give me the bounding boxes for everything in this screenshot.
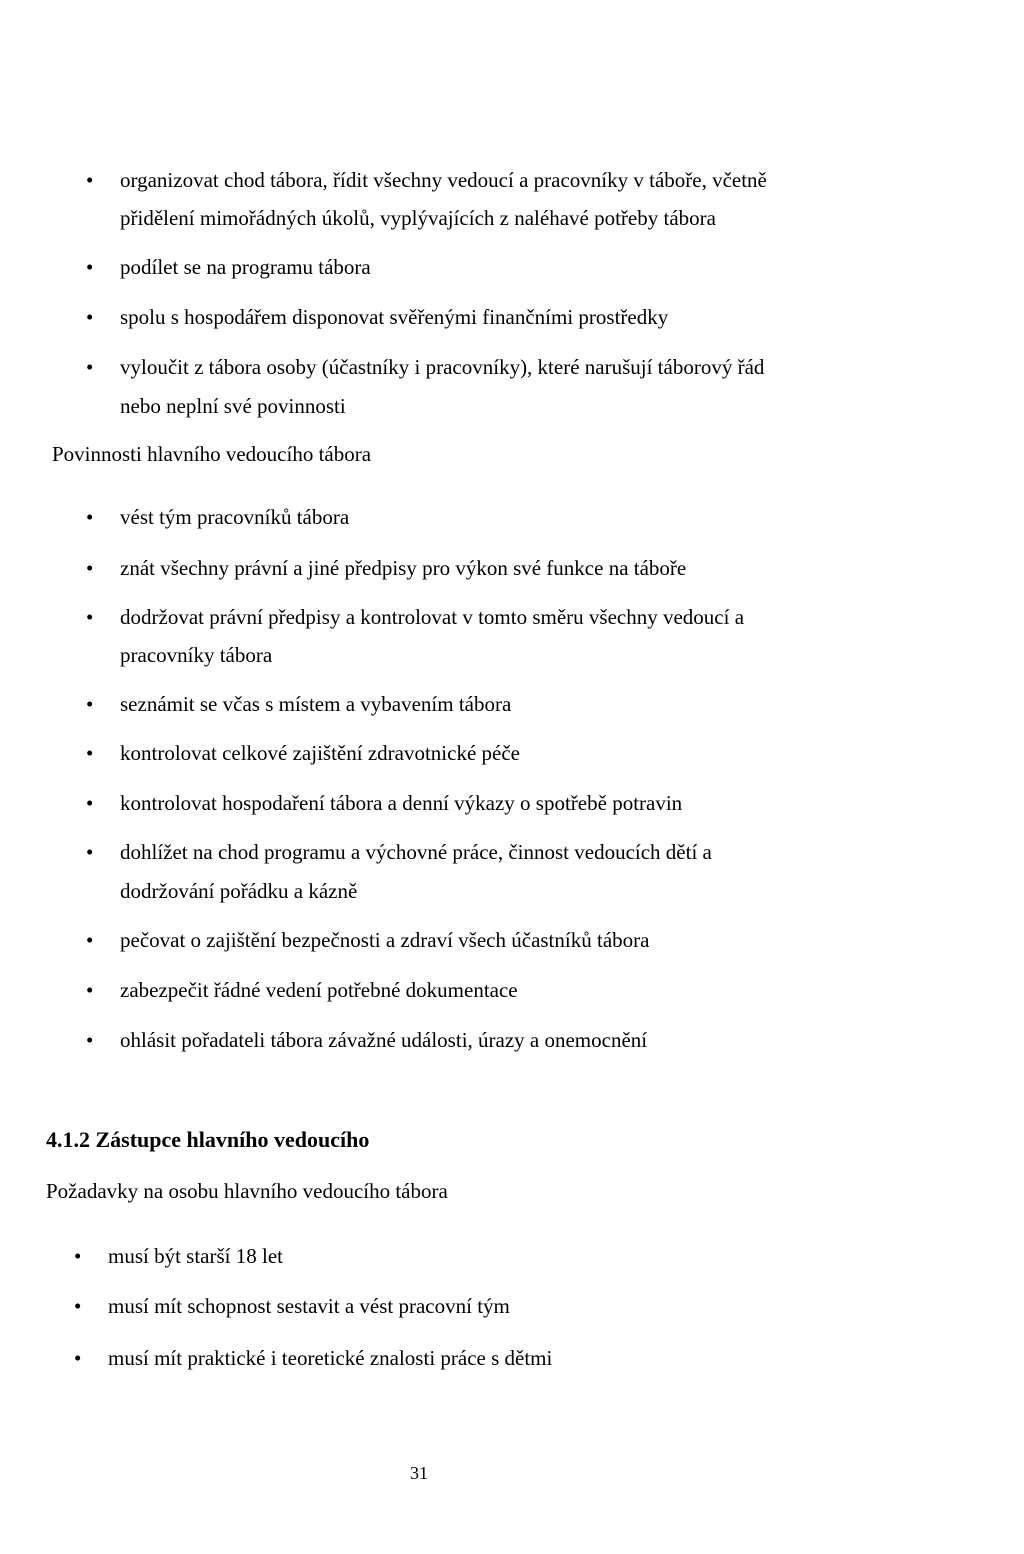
list-item-line: dodržovat právní předpisy a kontrolovat v tomto směru všechny vedoucí a bbox=[120, 605, 745, 629]
requirements-heading: Požadavky na osobu hlavního vedoucího tábora bbox=[46, 1179, 448, 1203]
section-number: 4.1.2 bbox=[46, 1127, 90, 1152]
list-item-line: dohlížet na chod programu a výchovné práce, činnost vedoucích dětí a bbox=[120, 840, 712, 864]
bullet-icon: • bbox=[86, 978, 94, 1002]
list-item-line: znát všechny právní a jiné předpisy pro výkon své funkce na táboře bbox=[120, 556, 687, 580]
list-item-line: pracovníky tábora bbox=[120, 643, 273, 667]
list-item-line: vyloučit z tábora osoby (účastníky i pracovníky), které narušují táborový řád bbox=[120, 355, 765, 379]
bullet-icon: • bbox=[74, 1294, 82, 1318]
bullet-icon: • bbox=[86, 556, 94, 580]
bullet-icon: • bbox=[86, 305, 94, 329]
list-item-line: nebo neplní své povinnosti bbox=[120, 394, 346, 418]
list-item-line: musí být starší 18 let bbox=[108, 1244, 283, 1268]
list-item-line: musí mít praktické i teoretické znalosti práce s dětmi bbox=[108, 1346, 553, 1370]
duties-heading: Povinnosti hlavního vedoucího tábora bbox=[52, 442, 372, 466]
list-item-line: musí mít schopnost sestavit a vést pracovní tým bbox=[108, 1294, 510, 1318]
list-item-line: dodržování pořádku a kázně bbox=[120, 879, 358, 903]
bullet-icon: • bbox=[86, 928, 94, 952]
bullet-icon: • bbox=[74, 1244, 82, 1268]
bullet-icon: • bbox=[86, 1028, 94, 1052]
list-item-line: přidělení mimořádných úkolů, vyplývajících z naléhavé potřeby tábora bbox=[120, 206, 716, 230]
bullet-icon: • bbox=[86, 840, 94, 864]
list-item-line: podílet se na programu tábora bbox=[120, 255, 371, 279]
bullet-icon: • bbox=[86, 605, 94, 629]
bullet-icon: • bbox=[74, 1346, 82, 1370]
bullet-icon: • bbox=[86, 355, 94, 379]
section-heading bbox=[46, 1127, 369, 1153]
list-item-line: zabezpečit řádné vedení potřebné dokumentace bbox=[120, 978, 518, 1002]
list-item-line: vést tým pracovníků tábora bbox=[120, 505, 350, 529]
list-item-line: seznámit se včas s místem a vybavením tábora bbox=[120, 692, 512, 716]
list-item-line: pečovat o zajištění bezpečnosti a zdraví všech účastníků tábora bbox=[120, 928, 650, 952]
bullet-icon: • bbox=[86, 692, 94, 716]
list-item-line: spolu s hospodářem disponovat svěřenými finančními prostředky bbox=[120, 305, 669, 329]
list-item-line: kontrolovat hospodaření tábora a denní výkazy o spotřebě potravin bbox=[120, 791, 683, 815]
bullet-icon: • bbox=[86, 505, 94, 529]
section-title: Zástupce hlavního vedoucího bbox=[95, 1127, 370, 1152]
bullet-icon: • bbox=[86, 741, 94, 765]
bullet-icon: • bbox=[86, 255, 94, 279]
list-item-line: organizovat chod tábora, řídit všechny vedoucí a pracovníky v táboře, včetně bbox=[120, 168, 767, 192]
list-item-line: kontrolovat celkové zajištění zdravotnické péče bbox=[120, 741, 520, 765]
page-number: 31 bbox=[410, 1463, 428, 1483]
bullet-icon: • bbox=[86, 791, 94, 815]
list-item-line: ohlásit pořadateli tábora závažné události, úrazy a onemocnění bbox=[120, 1028, 648, 1052]
bullet-icon: • bbox=[86, 168, 94, 192]
